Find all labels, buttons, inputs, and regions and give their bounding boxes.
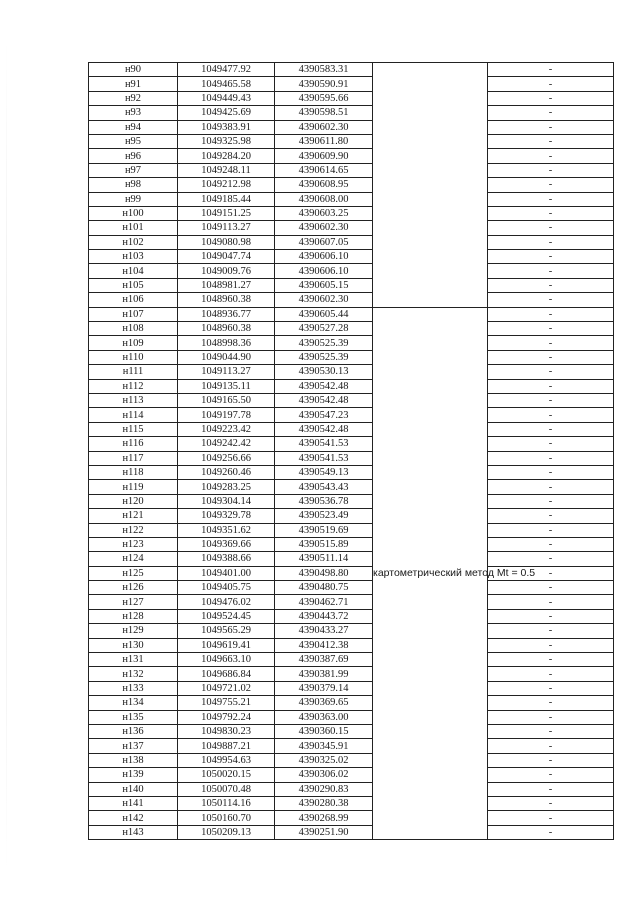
y-coordinate-cell: 4390325.02 [275, 753, 373, 767]
point-id-cell: н142 [89, 811, 178, 825]
note-cell: - [488, 753, 614, 767]
point-id-cell: н112 [89, 379, 178, 393]
y-coordinate-cell: 4390306.02 [275, 768, 373, 782]
note-cell: - [488, 537, 614, 551]
note-cell: - [488, 581, 614, 595]
note-cell: - [488, 523, 614, 537]
point-id-cell: н133 [89, 681, 178, 695]
x-coordinate-cell: 1048936.77 [178, 307, 275, 321]
x-coordinate-cell: 1050114.16 [178, 796, 275, 810]
table-row [89, 322, 614, 336]
coordinates-table [88, 62, 614, 840]
x-coordinate-cell: 1049792.24 [178, 710, 275, 724]
note-cell: - [488, 624, 614, 638]
x-coordinate-cell: 1050209.13 [178, 825, 275, 839]
point-id-cell: н111 [89, 365, 178, 379]
x-coordinate-cell: 1048981.27 [178, 278, 275, 292]
x-coordinate-cell: 1049009.76 [178, 264, 275, 278]
method-cell-empty [373, 63, 488, 308]
point-id-cell: н117 [89, 451, 178, 465]
x-coordinate-cell: 1049047.74 [178, 250, 275, 264]
point-id-cell: н137 [89, 739, 178, 753]
table-row [89, 595, 614, 609]
y-coordinate-cell: 4390345.91 [275, 739, 373, 753]
y-coordinate-cell: 4390519.69 [275, 523, 373, 537]
point-id-cell: н132 [89, 667, 178, 681]
table-row [89, 537, 614, 551]
table-row [89, 638, 614, 652]
point-id-cell: н107 [89, 307, 178, 321]
table-row [89, 422, 614, 436]
table-row [89, 724, 614, 738]
y-coordinate-cell: 4390363.00 [275, 710, 373, 724]
point-id-cell: н140 [89, 782, 178, 796]
y-coordinate-cell: 4390523.49 [275, 509, 373, 523]
table-row [89, 581, 614, 595]
x-coordinate-cell: 1049284.20 [178, 149, 275, 163]
note-cell: - [488, 667, 614, 681]
note-cell: - [488, 250, 614, 264]
y-coordinate-cell: 4390511.14 [275, 552, 373, 566]
note-cell: - [488, 480, 614, 494]
y-coordinate-cell: 4390543.43 [275, 480, 373, 494]
point-id-cell: н92 [89, 91, 178, 105]
x-coordinate-cell: 1050020.15 [178, 768, 275, 782]
note-cell: - [488, 710, 614, 724]
y-coordinate-cell: 4390609.90 [275, 149, 373, 163]
x-coordinate-cell: 1049304.14 [178, 494, 275, 508]
point-id-cell: н98 [89, 178, 178, 192]
y-coordinate-cell: 4390542.48 [275, 422, 373, 436]
method-cell: картометрический метод Mt = 0.5 [373, 307, 488, 839]
point-id-cell: н115 [89, 422, 178, 436]
table-row [89, 336, 614, 350]
note-cell: - [488, 768, 614, 782]
y-coordinate-cell: 4390549.13 [275, 465, 373, 479]
point-id-cell: н129 [89, 624, 178, 638]
point-id-cell: н110 [89, 350, 178, 364]
note-cell: - [488, 696, 614, 710]
point-id-cell: н128 [89, 609, 178, 623]
table-row [89, 163, 614, 177]
point-id-cell: н124 [89, 552, 178, 566]
table-row [89, 681, 614, 695]
y-coordinate-cell: 4390607.05 [275, 235, 373, 249]
note-cell: - [488, 782, 614, 796]
table-row [89, 523, 614, 537]
point-id-cell: н104 [89, 264, 178, 278]
x-coordinate-cell: 1049223.42 [178, 422, 275, 436]
x-coordinate-cell: 1049260.46 [178, 465, 275, 479]
y-coordinate-cell: 4390614.65 [275, 163, 373, 177]
table-row [89, 178, 614, 192]
table-row [89, 451, 614, 465]
x-coordinate-cell: 1049283.25 [178, 480, 275, 494]
note-cell: - [488, 552, 614, 566]
x-coordinate-cell: 1049080.98 [178, 235, 275, 249]
y-coordinate-cell: 4390360.15 [275, 724, 373, 738]
x-coordinate-cell: 1049329.78 [178, 509, 275, 523]
point-id-cell: н95 [89, 134, 178, 148]
table-row [89, 753, 614, 767]
x-coordinate-cell: 1050160.70 [178, 811, 275, 825]
table-row [89, 365, 614, 379]
point-id-cell: н90 [89, 63, 178, 77]
note-cell: - [488, 293, 614, 307]
point-id-cell: н131 [89, 653, 178, 667]
point-id-cell: н106 [89, 293, 178, 307]
x-coordinate-cell: 1049721.02 [178, 681, 275, 695]
point-id-cell: н102 [89, 235, 178, 249]
point-id-cell: н91 [89, 77, 178, 91]
note-cell: - [488, 638, 614, 652]
note-cell: - [488, 365, 614, 379]
x-coordinate-cell: 1049524.45 [178, 609, 275, 623]
x-coordinate-cell: 1049197.78 [178, 408, 275, 422]
table-row [89, 825, 614, 839]
x-coordinate-cell: 1049113.27 [178, 221, 275, 235]
point-id-cell: н105 [89, 278, 178, 292]
x-coordinate-cell: 1049242.42 [178, 437, 275, 451]
y-coordinate-cell: 4390381.99 [275, 667, 373, 681]
y-coordinate-cell: 4390527.28 [275, 322, 373, 336]
table-row [89, 120, 614, 134]
table-row [89, 653, 614, 667]
table-row [89, 149, 614, 163]
note-cell: - [488, 825, 614, 839]
table-row [89, 408, 614, 422]
y-coordinate-cell: 4390433.27 [275, 624, 373, 638]
point-id-cell: н108 [89, 322, 178, 336]
table-row [89, 624, 614, 638]
table-row [89, 106, 614, 120]
table-row [89, 379, 614, 393]
y-coordinate-cell: 4390515.89 [275, 537, 373, 551]
x-coordinate-cell: 1049887.21 [178, 739, 275, 753]
y-coordinate-cell: 4390590.91 [275, 77, 373, 91]
table-row [89, 552, 614, 566]
x-coordinate-cell: 1049465.58 [178, 77, 275, 91]
y-coordinate-cell: 4390412.38 [275, 638, 373, 652]
point-id-cell: н103 [89, 250, 178, 264]
table-row [89, 307, 614, 321]
note-cell: - [488, 336, 614, 350]
point-id-cell: н119 [89, 480, 178, 494]
x-coordinate-cell: 1049449.43 [178, 91, 275, 105]
x-coordinate-cell: 1049325.98 [178, 134, 275, 148]
x-coordinate-cell: 1049351.62 [178, 523, 275, 537]
x-coordinate-cell: 1048998.36 [178, 336, 275, 350]
table-row [89, 437, 614, 451]
x-coordinate-cell: 1049165.50 [178, 393, 275, 407]
note-cell: - [488, 278, 614, 292]
note-cell: - [488, 77, 614, 91]
x-coordinate-cell: 1048960.38 [178, 322, 275, 336]
point-id-cell: н123 [89, 537, 178, 551]
point-id-cell: н114 [89, 408, 178, 422]
y-coordinate-cell: 4390602.30 [275, 293, 373, 307]
point-id-cell: н93 [89, 106, 178, 120]
table-row [89, 235, 614, 249]
y-coordinate-cell: 4390268.99 [275, 811, 373, 825]
x-coordinate-cell: 1049151.25 [178, 206, 275, 220]
table-row [89, 739, 614, 753]
table-row [89, 250, 614, 264]
x-coordinate-cell: 1049619.41 [178, 638, 275, 652]
point-id-cell: н141 [89, 796, 178, 810]
x-coordinate-cell: 1049401.00 [178, 566, 275, 580]
coordinates-table-body [89, 63, 614, 840]
x-coordinate-cell: 1048960.38 [178, 293, 275, 307]
y-coordinate-cell: 4390602.30 [275, 120, 373, 134]
table-row [89, 667, 614, 681]
note-cell: - [488, 811, 614, 825]
note-cell: - [488, 350, 614, 364]
note-cell: - [488, 494, 614, 508]
note-cell: - [488, 206, 614, 220]
table-row [89, 494, 614, 508]
x-coordinate-cell: 1049954.63 [178, 753, 275, 767]
y-coordinate-cell: 4390595.66 [275, 91, 373, 105]
x-coordinate-cell: 1049477.92 [178, 63, 275, 77]
point-id-cell: н135 [89, 710, 178, 724]
note-cell: - [488, 566, 614, 580]
point-id-cell: н100 [89, 206, 178, 220]
y-coordinate-cell: 4390598.51 [275, 106, 373, 120]
y-coordinate-cell: 4390583.31 [275, 63, 373, 77]
note-cell: - [488, 796, 614, 810]
note-cell: - [488, 307, 614, 321]
note-cell: - [488, 106, 614, 120]
point-id-cell: н94 [89, 120, 178, 134]
note-cell: - [488, 609, 614, 623]
point-id-cell: н127 [89, 595, 178, 609]
scan-edge-shadow [6, 40, 7, 870]
y-coordinate-cell: 4390530.13 [275, 365, 373, 379]
note-cell: - [488, 437, 614, 451]
x-coordinate-cell: 1049256.66 [178, 451, 275, 465]
note-cell: - [488, 178, 614, 192]
point-id-cell: н118 [89, 465, 178, 479]
y-coordinate-cell: 4390547.23 [275, 408, 373, 422]
note-cell: - [488, 653, 614, 667]
y-coordinate-cell: 4390443.72 [275, 609, 373, 623]
y-coordinate-cell: 4390280.38 [275, 796, 373, 810]
x-coordinate-cell: 1049113.27 [178, 365, 275, 379]
y-coordinate-cell: 4390525.39 [275, 336, 373, 350]
note-cell: - [488, 681, 614, 695]
y-coordinate-cell: 4390611.80 [275, 134, 373, 148]
note-cell: - [488, 451, 614, 465]
x-coordinate-cell: 1049755.21 [178, 696, 275, 710]
point-id-cell: н126 [89, 581, 178, 595]
x-coordinate-cell: 1049369.66 [178, 537, 275, 551]
point-id-cell: н136 [89, 724, 178, 738]
table-row [89, 206, 614, 220]
x-coordinate-cell: 1049135.11 [178, 379, 275, 393]
x-coordinate-cell: 1049425.69 [178, 106, 275, 120]
y-coordinate-cell: 4390542.48 [275, 393, 373, 407]
point-id-cell: н134 [89, 696, 178, 710]
y-coordinate-cell: 4390603.25 [275, 206, 373, 220]
point-id-cell: н130 [89, 638, 178, 652]
y-coordinate-cell: 4390605.15 [275, 278, 373, 292]
x-coordinate-cell: 1049476.02 [178, 595, 275, 609]
note-cell: - [488, 221, 614, 235]
x-coordinate-cell: 1049663.10 [178, 653, 275, 667]
table-row [89, 393, 614, 407]
table-row [89, 192, 614, 206]
y-coordinate-cell: 4390608.95 [275, 178, 373, 192]
x-coordinate-cell: 1049044.90 [178, 350, 275, 364]
note-cell: - [488, 724, 614, 738]
y-coordinate-cell: 4390605.44 [275, 307, 373, 321]
table-row [89, 509, 614, 523]
y-coordinate-cell: 4390251.90 [275, 825, 373, 839]
y-coordinate-cell: 4390379.14 [275, 681, 373, 695]
point-id-cell: н109 [89, 336, 178, 350]
table-row [89, 293, 614, 307]
x-coordinate-cell: 1050070.48 [178, 782, 275, 796]
y-coordinate-cell: 4390462.71 [275, 595, 373, 609]
note-cell: - [488, 595, 614, 609]
table-row [89, 134, 614, 148]
note-cell: - [488, 91, 614, 105]
y-coordinate-cell: 4390387.69 [275, 653, 373, 667]
y-coordinate-cell: 4390498.80 [275, 566, 373, 580]
table-row [89, 796, 614, 810]
x-coordinate-cell: 1049212.98 [178, 178, 275, 192]
point-id-cell: н139 [89, 768, 178, 782]
note-cell: - [488, 63, 614, 77]
table-row [89, 91, 614, 105]
table-row [89, 350, 614, 364]
x-coordinate-cell: 1049565.29 [178, 624, 275, 638]
point-id-cell: н113 [89, 393, 178, 407]
point-id-cell: н122 [89, 523, 178, 537]
note-cell: - [488, 509, 614, 523]
table-row [89, 768, 614, 782]
note-cell: - [488, 739, 614, 753]
note-cell: - [488, 465, 614, 479]
table-row [89, 710, 614, 724]
note-cell: - [488, 422, 614, 436]
x-coordinate-cell: 1049185.44 [178, 192, 275, 206]
table-row [89, 782, 614, 796]
note-cell: - [488, 235, 614, 249]
note-cell: - [488, 393, 614, 407]
point-id-cell: н121 [89, 509, 178, 523]
table-row [89, 264, 614, 278]
y-coordinate-cell: 4390542.48 [275, 379, 373, 393]
table-row [89, 480, 614, 494]
note-cell: - [488, 322, 614, 336]
x-coordinate-cell: 1049248.11 [178, 163, 275, 177]
table-row [89, 811, 614, 825]
y-coordinate-cell: 4390480.75 [275, 581, 373, 595]
table-row [89, 77, 614, 91]
note-cell: - [488, 408, 614, 422]
y-coordinate-cell: 4390525.39 [275, 350, 373, 364]
y-coordinate-cell: 4390606.10 [275, 264, 373, 278]
y-coordinate-cell: 4390536.78 [275, 494, 373, 508]
x-coordinate-cell: 1049830.23 [178, 724, 275, 738]
x-coordinate-cell: 1049686.84 [178, 667, 275, 681]
point-id-cell: н97 [89, 163, 178, 177]
y-coordinate-cell: 4390608.00 [275, 192, 373, 206]
y-coordinate-cell: 4390541.53 [275, 451, 373, 465]
point-id-cell: н101 [89, 221, 178, 235]
note-cell: - [488, 120, 614, 134]
table-row [89, 465, 614, 479]
table-row [89, 221, 614, 235]
note-cell: - [488, 192, 614, 206]
x-coordinate-cell: 1049388.66 [178, 552, 275, 566]
table-row [89, 278, 614, 292]
table-row [89, 609, 614, 623]
point-id-cell: н99 [89, 192, 178, 206]
note-cell: - [488, 264, 614, 278]
y-coordinate-cell: 4390541.53 [275, 437, 373, 451]
point-id-cell: н143 [89, 825, 178, 839]
y-coordinate-cell: 4390606.10 [275, 250, 373, 264]
point-id-cell: н120 [89, 494, 178, 508]
y-coordinate-cell: 4390369.65 [275, 696, 373, 710]
note-cell: - [488, 149, 614, 163]
y-coordinate-cell: 4390290.83 [275, 782, 373, 796]
note-cell: - [488, 134, 614, 148]
note-cell: - [488, 379, 614, 393]
point-id-cell: н138 [89, 753, 178, 767]
table-row [89, 696, 614, 710]
y-coordinate-cell: 4390602.30 [275, 221, 373, 235]
note-cell: - [488, 163, 614, 177]
table-row [89, 63, 614, 77]
point-id-cell: н116 [89, 437, 178, 451]
x-coordinate-cell: 1049405.75 [178, 581, 275, 595]
point-id-cell: н125 [89, 566, 178, 580]
x-coordinate-cell: 1049383.91 [178, 120, 275, 134]
point-id-cell: н96 [89, 149, 178, 163]
